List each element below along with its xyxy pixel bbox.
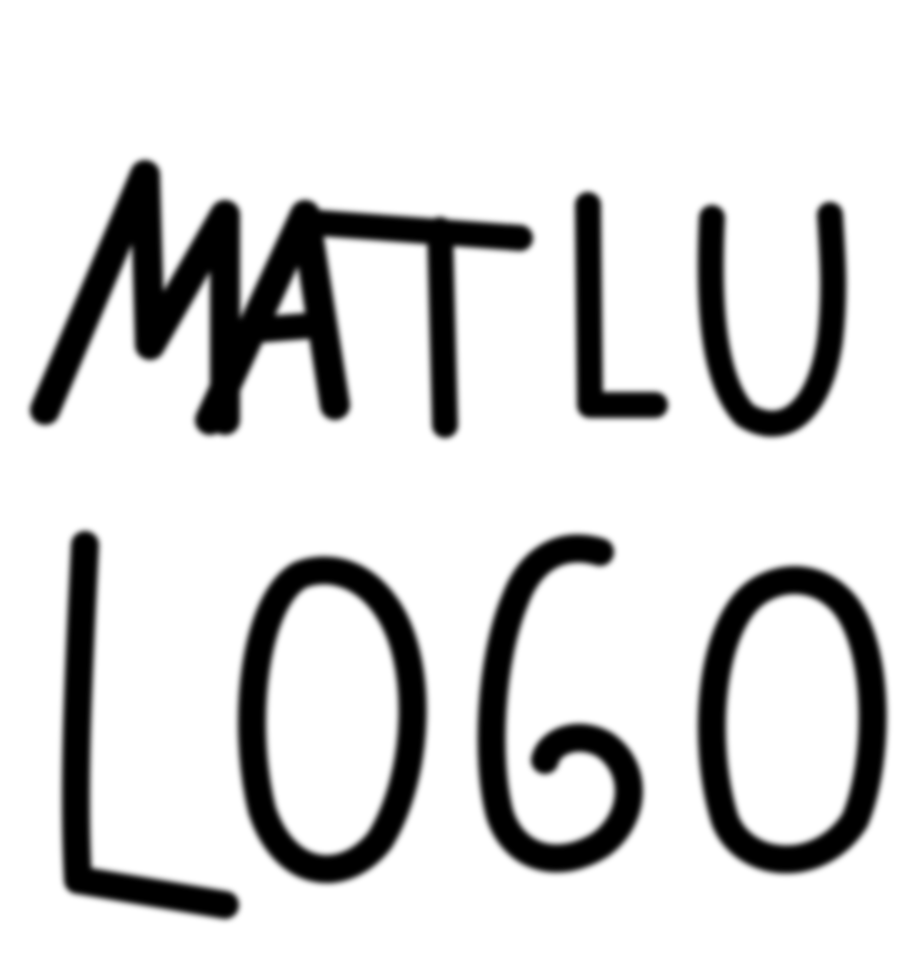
glyph-l-1 xyxy=(588,205,655,405)
glyph-g xyxy=(492,549,629,859)
glyph-o-2 xyxy=(712,580,873,859)
glyph-a-crossbar xyxy=(255,325,320,330)
glyph-o-1 xyxy=(252,570,413,869)
glyph-l-2 xyxy=(76,545,225,905)
glyph-t-stem xyxy=(440,230,445,425)
glyph-m xyxy=(45,175,225,420)
glyph-u xyxy=(711,215,833,424)
glyph-t-top xyxy=(305,222,520,238)
